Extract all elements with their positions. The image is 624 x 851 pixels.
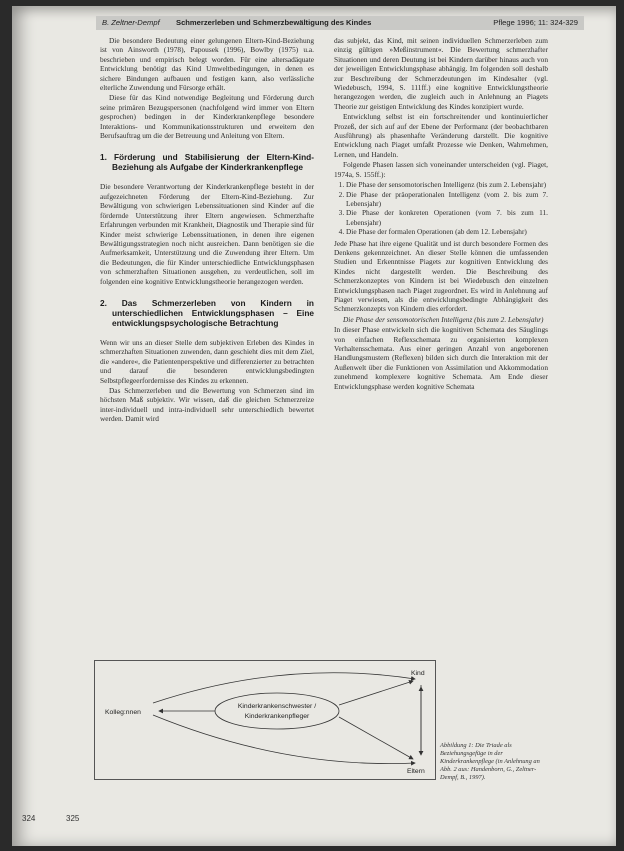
center-ellipse — [215, 693, 339, 729]
header-author: B. Zeltner-Dempf — [102, 18, 160, 27]
right-paragraph-1: das subjekt, das Kind, mit seinen individuellen Schmerzerleben zum einzig gültigen »Meßinstrument«. Die Bewertung schmerzhafter Situationen und deren Deutung ist bei Kindern darüber hinaus auch von der jeweiligen Entwicklungsphase abhängig. Im folgenden soll deshalb zur Beschreibung der Schmerzdeutungen im Kindesalter (vgl. Wiedebusch, 1994, S. 111ff.) eine kognitive Entwicklungstheorie herangezogen werden, die zugleich auch in Anlehnung an Piagets Theorie zur geistigen Entwicklung des Kindes konzipiert wurde. — [334, 36, 548, 111]
left-paragraph-2: Diese für das Kind notwendige Begleitung und Förderung durch seine primären Bezugspersonen (nachfolgend wird immer von Eltern gesprochen) bedingen in der Kinderkrankenpflege besondere Interaktions- und Kommunikationsstrukturen und erweitern den Berufsauftrag um die der Betreuung und Anleitung von Eltern. — [100, 93, 314, 141]
header-journal: Pflege 1996; 11: 324-329 — [493, 18, 578, 27]
label-center-1: Kinderkrankenschwester / — [237, 703, 317, 710]
right-column — [334, 36, 548, 392]
figure-caption: Abbildung 1: Die Triade als Beziehungsgefüge in der Kinderkrankenpflege (in Anlehnung an Abb. 2 aus: Handenborn, G., Zeltner-Dempf, B., 1997). — [440, 742, 540, 781]
figure-triad — [94, 660, 436, 780]
label-kollegen: Kolleg:nnen — [105, 709, 141, 716]
label-kind: Kind — [411, 670, 425, 677]
triad-diagram — [95, 661, 435, 779]
label-center-2: Kinderkrankenpfleger — [244, 713, 310, 720]
left-column — [100, 36, 314, 425]
section-heading-2: 2. Das Schmerzerleben von Kindern in unterschiedlichen Entwicklungsphasen – Eine entwicklungspsychologische Betrachtung — [100, 297, 314, 328]
phase-item: 2. Die Phase der präoperationalen Intelligenz (vom 2. bis zum 7. Lebensjahr) — [346, 190, 548, 209]
left-paragraph-1: Die besondere Bedeutung einer gelungenen Eltern-Kind-Beziehung ist von Ainsworth (1978), Papousek (1996), Bowlby (1975) u.a. beschrieben und empirisch belegt worden. Für eine altersadäquate Entwicklung benötigt das Kind Umweltbedingungen, in denen es sichere Bindungen aufbauen und festigen kann, also verlässliche elterliche Zuwendung und Fürsorge erhält. — [100, 36, 314, 93]
scanned-page — [12, 6, 616, 846]
phase-item: 1. Die Phase der sensomotorischen Intelligenz (bis zum 2. Lebensjahr) — [346, 180, 548, 189]
header-title: Schmerzerleben und Schmerzbewältigung des Kindes — [176, 18, 372, 27]
right-paragraph-4: Jede Phase hat ihre eigene Qualität und ist durch besondere Formen des Denkens gekennzeichnet. An dieser Stelle können die umfassenden Studien und Erkenntnisse Piagets zur kognitiven Entwicklung des Kindes nicht dargestellt werden. Die Beschreibung des Schmerzkonzeptes von Kindern ist bei Wiedebusch den einzelnen Entwicklungsphasen nach Piaget zugeordnet. Es wird in Anlehnung auf Piaget verwiesen, als die entwicklungsbedingte Abhängigkeit des Schmerzkonzepts von Kindern dies erfordert. — [334, 238, 548, 314]
arrow-center-eltern — [339, 717, 413, 759]
right-paragraph-3: Folgende Phasen lassen sich voneinander unterscheiden (vgl. Piaget, 1974a, S. 155ff.): — [334, 160, 548, 179]
page-number-right: 325 — [66, 814, 80, 823]
phase-item: 3. Die Phase der konkreten Operationen (vom 7. bis zum 11. Lebensjahr) — [346, 208, 548, 227]
left-paragraph-3: Die besondere Verantwortung der Kinderkrankenpflege besteht in der aufgezeichneten Förderung der Eltern-Kind-Beziehung. Zur Bewältigung von schwierigen Lebenssituationen sind Kinder auf die fördernde Unterstützung ihrer Eltern angewiesen. Schmerzhafte Erfahrungen verbunden mit Krankheit, Diagnostik und Therapie sind für Kinder meist schwierige Lebenssituationen, in denen ihre eigenen Bewältigungsstrategien noch nicht ausreichen. Dann benötigen sie die Aufmerksamkeit, Unterstützung und die Zuwendung ihrer Eltern. Um die Bedeutungen, die für Kinder unterschiedliche Entwicklungsphasen von schmerzhaften Situationen ausgehen, zu verdeutlichen, soll im folgenden eine kognitive Entwicklungstheorie herangezogen werden. — [100, 182, 314, 286]
running-header — [96, 16, 584, 30]
page-number-left: 324 — [22, 814, 36, 823]
arrow-center-kind — [339, 681, 413, 705]
label-eltern: Eltern — [407, 768, 425, 775]
subsection-heading: Die Phase der sensomotorischen Intelligenz (bis zum 2. Lebensjahr) — [343, 314, 544, 324]
section-heading-1: 1. Förderung und Stabilisierung der Eltern-Kind-Beziehung als Aufgabe der Kinderkrankenpflege — [100, 152, 314, 173]
arrow-kollegen-kind — [153, 673, 415, 703]
right-paragraph-2: Entwicklung selbst ist ein fortschreitender und kontinuierlicher Prozeß, der sich auf auf der Ebene der Performanz (der beobachtbaren Ausführung) als phasenhafte Veränderung darstellt. Die kognitive Entwicklung nach Piaget umfaßt Prozesse wie Denken, Wahrnehmen, Lernen, und Handeln. — [334, 112, 548, 159]
right-paragraph-5: In dieser Phase entwickeln sich die kognitiven Schemata des Säuglings von einfachen Reflexschemata zu organisierten komplexen Verhaltensschemata. Aus einer geringen Anzahl von angeborenen Handlungsmustern (Reflexen) bilden sich durch die Interaktion mit der Außenwelt über die Funktionen von Assimilation und Akkommodation zunehmend komplexere kognitive Schemata. Am Ende dieser Entwicklungsphase werden kognitive Schemata — [334, 325, 548, 391]
phase-list — [334, 180, 548, 236]
arrow-kollegen-eltern — [153, 715, 415, 764]
phase-item: 4. Die Phase der formalen Operationen (ab dem 12. Lebensjahr) — [346, 227, 548, 236]
left-paragraph-4: Wenn wir uns an dieser Stelle dem subjektiven Erleben des Kindes in schmerzhaften Situationen zuwenden, dann geschieht dies mit dem Ziel, die »andere«, die Patientenperspektive und differenzierter zu betrachten und darauf die besonderen entwicklungsbedingten Selbstpflegeerfordernisse des Kindes zu erkennen. — [100, 337, 314, 385]
left-paragraph-5: Das Schmerzerleben und die Bewertung von Schmerzen sind im höchsten Maß subjektiv. Wir wissen, daß die gleichen Schmerzreize inter-individuell und intra-individuell sehr unterschiedlich bewertet werden. Damit wird — [100, 385, 314, 424]
